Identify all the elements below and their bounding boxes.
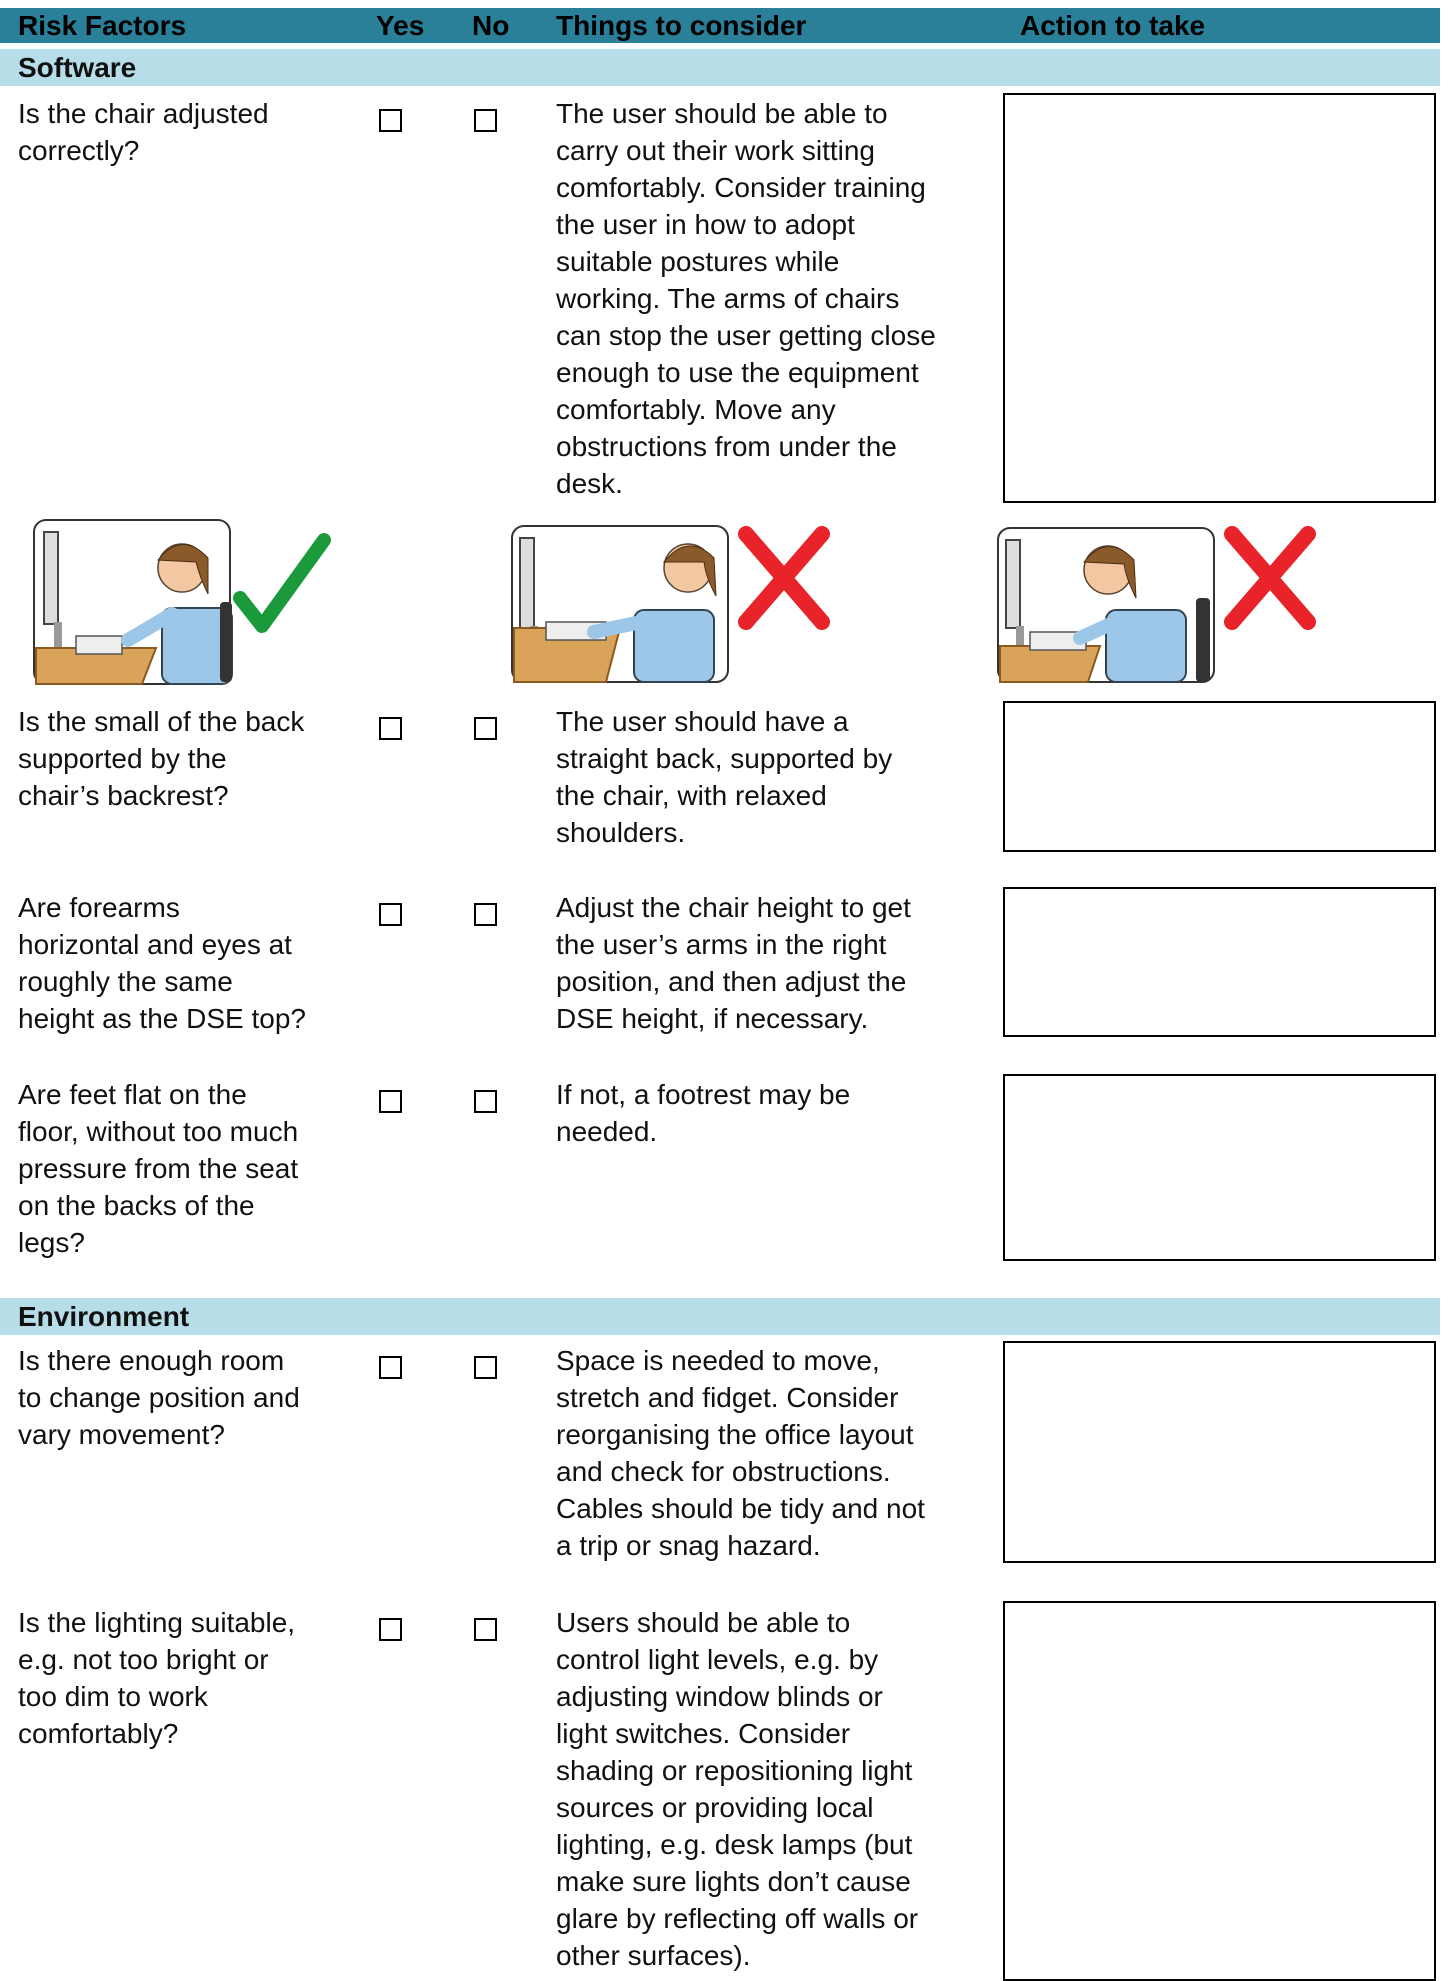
cross-mark-icon <box>746 534 822 622</box>
section-software <box>0 49 1440 86</box>
section-title: Software <box>18 52 137 83</box>
action-input-small-of-back[interactable] <box>1003 701 1436 852</box>
no-checkbox[interactable] <box>474 903 497 926</box>
no-checkbox[interactable] <box>474 109 497 132</box>
yes-checkbox[interactable] <box>379 1356 402 1379</box>
yes-checkbox[interactable] <box>379 1090 402 1113</box>
yes-checkbox[interactable] <box>379 109 402 132</box>
action-input-forearms[interactable] <box>1003 887 1436 1037</box>
no-checkbox[interactable] <box>474 717 497 740</box>
no-checkbox[interactable] <box>474 1090 497 1113</box>
consider-feet-flat: If not, a footrest may be needed. <box>556 1079 851 1147</box>
consider-small-of-back: The user should have a straight back, supported by the chair, with relaxed shoulders. <box>556 706 893 848</box>
section-title: Environment <box>18 1301 190 1332</box>
header-risk-factors: Risk Factors <box>18 10 187 41</box>
consider-forearms: Adjust the chair height to get the user’s arms in the right position, and then adjust the DSE height, if necessary. <box>556 892 911 1034</box>
cross-mark-icon <box>1232 534 1308 622</box>
consider-lighting: Users should be able to control light levels, e.g. by adjusting window blinds or light switches. Consider shading or repositioning light sources or providing local lighting, e.g. desk lamps (but make sure lights don’t cause glare by reflecting off walls or other surfaces). <box>556 1607 919 1971</box>
no-checkbox[interactable] <box>474 1618 497 1641</box>
posture-image-correct <box>32 518 332 693</box>
table-header <box>0 8 1440 43</box>
question-small-of-back: Is the small of the back supported by the chair’s backrest? <box>18 706 305 811</box>
header-things-to-consider: Things to consider <box>556 10 807 41</box>
header-action-to-take: Action to take <box>1020 10 1206 41</box>
posture-image-incorrect-2 <box>996 518 1316 693</box>
question-lighting: Is the lighting suitable, e.g. not too bright or too dim to work comfortably? <box>18 1607 296 1749</box>
posture-image-incorrect-1 <box>510 518 830 693</box>
consider-enough-room: Space is needed to move, stretch and fidget. Consider reorganising the office layout and check for obstructions. Cables should be tidy and not a trip or snag hazard. <box>556 1345 925 1561</box>
action-input-chair-adjusted[interactable] <box>1003 93 1436 503</box>
section-environment <box>0 1298 1440 1335</box>
yes-checkbox[interactable] <box>379 717 402 740</box>
action-input-lighting[interactable] <box>1003 1601 1436 1981</box>
consider-chair-adjusted: The user should be able to carry out their work sitting comfortably. Consider training the user in how to adopt suitable postures while working. The arms of chairs can stop the user getting close enough to use the equipment comfortably. Move any obstructions from under the desk. <box>556 98 936 499</box>
header-no: No <box>472 10 510 41</box>
yes-checkbox[interactable] <box>379 1618 402 1641</box>
header-yes: Yes <box>376 10 425 41</box>
action-input-enough-room[interactable] <box>1003 1341 1436 1563</box>
question-feet-flat: Are feet flat on the floor, without too much pressure from the seat on the backs of the legs? <box>18 1079 299 1258</box>
check-mark-icon <box>240 540 324 626</box>
no-checkbox[interactable] <box>474 1356 497 1379</box>
question-chair-adjusted: Is the chair adjusted correctly? <box>18 98 269 166</box>
question-forearms: Are forearms horizontal and eyes at roughly the same height as the DSE top? <box>18 892 306 1034</box>
question-enough-room: Is there enough room to change position and vary movement? <box>18 1345 300 1450</box>
yes-checkbox[interactable] <box>379 903 402 926</box>
action-input-feet-flat[interactable] <box>1003 1074 1436 1261</box>
